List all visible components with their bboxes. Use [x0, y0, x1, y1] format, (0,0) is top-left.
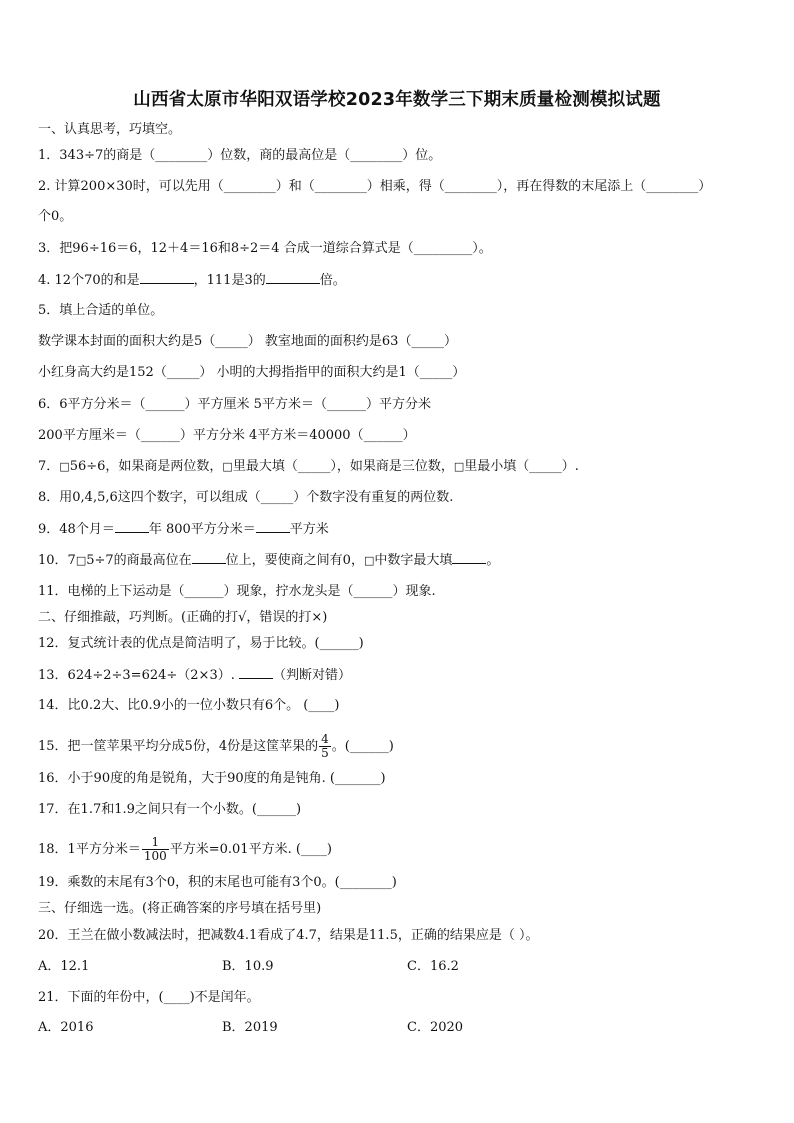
question-12: 12．复式统计表的优点是简洁明了，易于比较。(______): [38, 636, 364, 651]
page-title: 山西省太原市华阳双语学校2023年数学三下期末质量检测模拟试题: [133, 90, 661, 110]
question-20: 20．王兰在做小数减法时，把减数4.1看成了4.7，结果是11.5，正确的结果应是（ ）。: [38, 928, 539, 943]
question-5: 5．填上合适的单位。: [38, 303, 164, 318]
question-2-line-2: 个0。: [38, 209, 73, 224]
section-heading-2: 二、仔细推敲，巧判断。(正确的打√，错误的打×): [38, 610, 328, 625]
q10-text-5: 。: [486, 553, 500, 568]
question-20-option-c: C．16.2: [407, 959, 459, 974]
q4-text-2: ，111是3的: [193, 273, 266, 288]
q18-text-2: 平方米=0.01平方米. (____): [169, 842, 332, 857]
question-5-row-1: 数学课本封面的面积大约是5（_____） 教室地面的面积约是63（_____）: [38, 334, 457, 349]
answer-blank: [115, 520, 149, 533]
q4-text-1: 4. 12个70的和是: [38, 273, 140, 288]
answer-blank: [192, 551, 226, 564]
section-heading-3: 三、仔细选一选。(将正确答案的序号填在括号里): [38, 901, 322, 916]
question-20-option-b: B．10.9: [222, 959, 274, 974]
question-8: 8．用0,4,5,6这四个数字，可以组成（_____）个数字没有重复的两位数.: [38, 490, 454, 505]
q10-text-3: 位上，要使商之间有0，: [225, 553, 364, 568]
fraction: [142, 836, 169, 863]
q7-text-1: 56÷6，如果商是两位数，: [69, 459, 223, 474]
q9-text-2: 年 800平方分米＝: [148, 522, 256, 537]
question-1: 1．343÷7的商是（________）位数，商的最高位是（________）位。: [38, 148, 442, 163]
q10-text-4: 中数字最大填: [374, 553, 453, 568]
question-5-row-2: 小红身高大约是152（_____） 小明的大拇指指甲的面积大约是1（_____）: [38, 365, 466, 380]
box-placeholder-icon: □: [453, 460, 465, 473]
box-placeholder-icon: □: [222, 460, 233, 473]
answer-blank: [140, 271, 194, 284]
answer-blank: [239, 666, 273, 679]
question-21-option-c: C．2020: [407, 1020, 464, 1035]
box-placeholder-icon: □: [363, 554, 375, 567]
q7-text-2: 里最大填（_____），如果商是三位数，: [232, 459, 454, 474]
box-placeholder-icon: □: [75, 554, 87, 567]
q13-text-2: （判断对错）: [273, 668, 352, 683]
fraction: [319, 733, 331, 760]
q13-text-1: 13．624÷2÷3=624÷（2×3）.: [38, 668, 235, 683]
fraction-numerator: 1: [142, 836, 169, 850]
question-17: 17．在1.7和1.9之间只有一个小数。(______): [38, 802, 302, 817]
q18-text-1: 18．1平方分米＝: [38, 842, 141, 857]
question-7: [38, 458, 579, 476]
box-placeholder-icon: □: [59, 460, 70, 473]
fraction-numerator: 4: [321, 732, 329, 746]
question-11: 11．电梯的上下运动是（______）现象，拧水龙头是（______）现象.: [38, 584, 436, 599]
question-20-option-a: A．12.1: [38, 959, 90, 974]
q10-text-2: 5÷7的商最高位在: [86, 553, 192, 568]
q9-text-3: 平方米: [289, 522, 329, 537]
question-10: [38, 551, 499, 570]
question-21-option-a: A．2016: [38, 1020, 94, 1035]
question-16: 16．小于90度的角是锐角，大于90度的角是钝角. (_______): [38, 771, 386, 786]
q4-text-3: 倍。: [319, 273, 346, 288]
q15-text-1: 15．把一筐苹果平均分成5份，4份是这筐苹果的: [38, 739, 319, 754]
question-21-option-b: B．2019: [222, 1020, 278, 1035]
answer-blank: [256, 520, 290, 533]
fraction-denominator: 100: [143, 849, 167, 863]
question-21: 21．下面的年份中，(____)不是闰年。: [38, 990, 260, 1005]
question-6-row-1: 6．6平方分米＝（______）平方厘米 5平方米＝（______）平方分米: [38, 397, 431, 412]
q7-number: 7．: [38, 459, 60, 474]
question-13: [38, 666, 351, 685]
fraction-denominator: 5: [321, 746, 329, 760]
question-4: [38, 271, 346, 290]
q7-text-3: 里最小填（_____）.: [464, 459, 579, 474]
q15-text-2: 。(______): [331, 739, 394, 754]
section-heading-1: 一、认真思考，巧填空。: [38, 122, 182, 137]
question-15: [38, 733, 394, 760]
question-9: [38, 520, 329, 539]
answer-blank: [266, 271, 320, 284]
question-14: 14．比0.2大、比0.9小的一位小数只有6个。 (____): [38, 698, 340, 713]
q9-text-1: 9．48个月＝: [38, 522, 115, 537]
q10-text-1: 10．7: [38, 553, 76, 568]
question-18: [38, 836, 332, 863]
question-19: 19．乘数的末尾有3个0，积的末尾也可能有3个0。(________): [38, 875, 397, 890]
question-3: 3．把96÷16＝6，12＋4＝16和8÷2＝4 合成一道综合算式是（_________）。: [38, 241, 492, 256]
question-6-row-2: 200平方厘米＝（______）平方分米 4平方米＝40000（______）: [38, 428, 416, 443]
question-2-line-1: 2. 计算200×30时，可以先用（________）和（________）相乘，得（________），再在得数的末尾添上（________）: [38, 179, 712, 194]
answer-blank: [452, 551, 486, 564]
